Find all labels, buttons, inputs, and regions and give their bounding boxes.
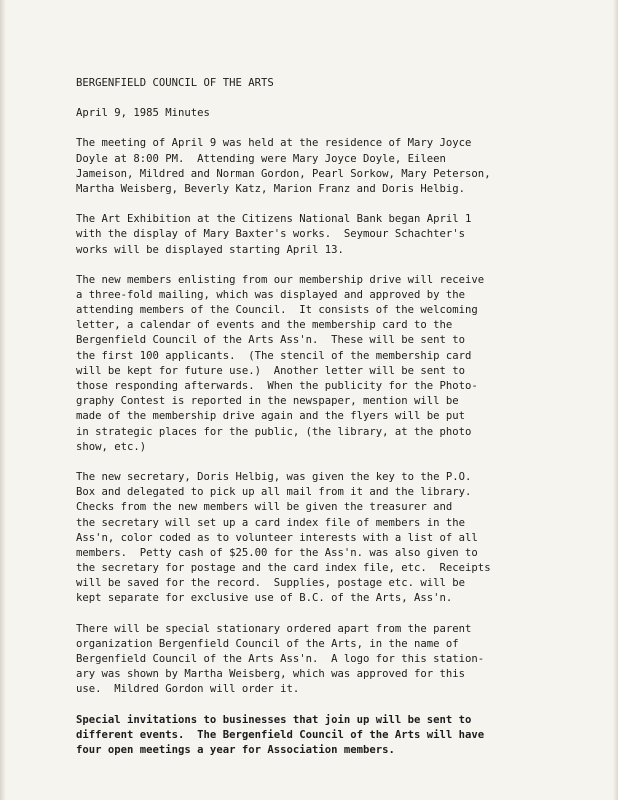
paragraph-line: different events. The Bergenfield Council of the Arts will have <box>76 728 485 741</box>
paragraph-line: The meeting of April 9 was held at the residence of Mary Joyce <box>76 137 472 150</box>
paragraph-line: ary was shown by Martha Weisberg, which was approved for this <box>76 668 466 681</box>
paragraph-line: letter, a calendar of events and the membership card to the <box>76 319 453 332</box>
paragraph-line: four open meetings a year for Association members. <box>76 743 395 756</box>
paragraph-line: Special invitations to businesses that join up will be sent to <box>76 713 472 726</box>
paragraph-membership-drive <box>76 273 596 455</box>
paragraph-line: Ass'n, color coded as to volunteer interests with a list of all <box>76 531 478 544</box>
paragraph-line: Box and delegated to pick up all mail from it and the library. <box>76 486 472 499</box>
paragraph-line: members. Petty cash of $25.00 for the Ass'n. was also given to <box>76 546 478 559</box>
paragraph-line: will be kept for future use.) Another letter will be sent to <box>76 364 466 377</box>
paragraph-line: will be saved for the record. Supplies, postage etc. will be <box>76 577 466 590</box>
meeting-date: April 9, 1985 Minutes <box>76 107 210 120</box>
paragraph-line: Martha Weisberg, Beverly Katz, Marion Franz and Doris Helbig. <box>76 182 466 195</box>
paragraph-line: Bergenfield Council of the Arts Ass'n. These will be sent to <box>76 334 466 347</box>
paragraph-stationary <box>76 622 596 698</box>
page-edge-shadow-right <box>613 0 618 800</box>
page-edge-shadow-left <box>0 0 6 800</box>
paragraph-line: Checks from the new members will be given the treasurer and <box>76 501 453 514</box>
paragraph-invitations <box>76 713 596 759</box>
paragraph-line: Jameison, Mildred and Norman Gordon, Pearl Sorkow, Mary Peterson, <box>76 167 491 180</box>
paragraph-line: made of the membership drive again and the flyers will be put <box>76 410 466 423</box>
paragraph-attendance <box>76 136 596 197</box>
paragraph-line: organization Bergenfield Council of the Arts, in the name of <box>76 637 459 650</box>
paragraph-line: There will be special stationary ordered apart from the parent <box>76 622 472 635</box>
paragraph-line: the secretary for postage and the card index file, etc. Receipts <box>76 562 491 575</box>
paragraph-line: kept separate for exclusive use of B.C. of the Arts, Ass'n. <box>76 592 453 605</box>
paragraph-line: the secretary will set up a card index file of members in the <box>76 516 466 529</box>
paragraph-secretary <box>76 470 596 607</box>
paragraph-line: The new secretary, Doris Helbig, was given the key to the P.O. <box>76 470 472 483</box>
paragraph-line: attending members of the Council. It consists of the welcoming <box>76 304 478 317</box>
minutes-document <box>76 76 596 773</box>
paragraph-exhibition <box>76 212 596 258</box>
document-title: BERGENFIELD COUNCIL OF THE ARTS <box>76 77 274 89</box>
paragraph-line: a three-fold mailing, which was displayed and approved by the <box>76 288 466 301</box>
paragraph-line: Doyle at 8:00 PM. Attending were Mary Joyce Doyle, Eileen <box>76 152 446 165</box>
paragraph-line: use. Mildred Gordon will order it. <box>76 683 300 696</box>
paragraph-line: The new members enlisting from our membership drive will receive <box>76 273 485 286</box>
paragraph-line: graphy Contest is reported in the newspaper, mention will be <box>76 395 459 408</box>
paragraph-line: works will be displayed starting April 13. <box>76 243 344 256</box>
paragraph-line: show, etc.) <box>76 440 147 453</box>
paragraph-line: The Art Exhibition at the Citizens National Bank began April 1 <box>76 213 472 226</box>
paragraph-line: in strategic places for the public, (the library, at the photo <box>76 425 472 438</box>
paragraph-line: with the display of Mary Baxter's works. Seymour Schachter's <box>76 228 466 241</box>
paragraph-line: Bergenfield Council of the Arts Ass'n. A logo for this station- <box>76 653 485 665</box>
paragraph-line: those responding afterwards. When the publicity for the Photo- <box>76 380 478 392</box>
paragraph-line: the first 100 applicants. (The stencil of the membership card <box>76 349 472 362</box>
